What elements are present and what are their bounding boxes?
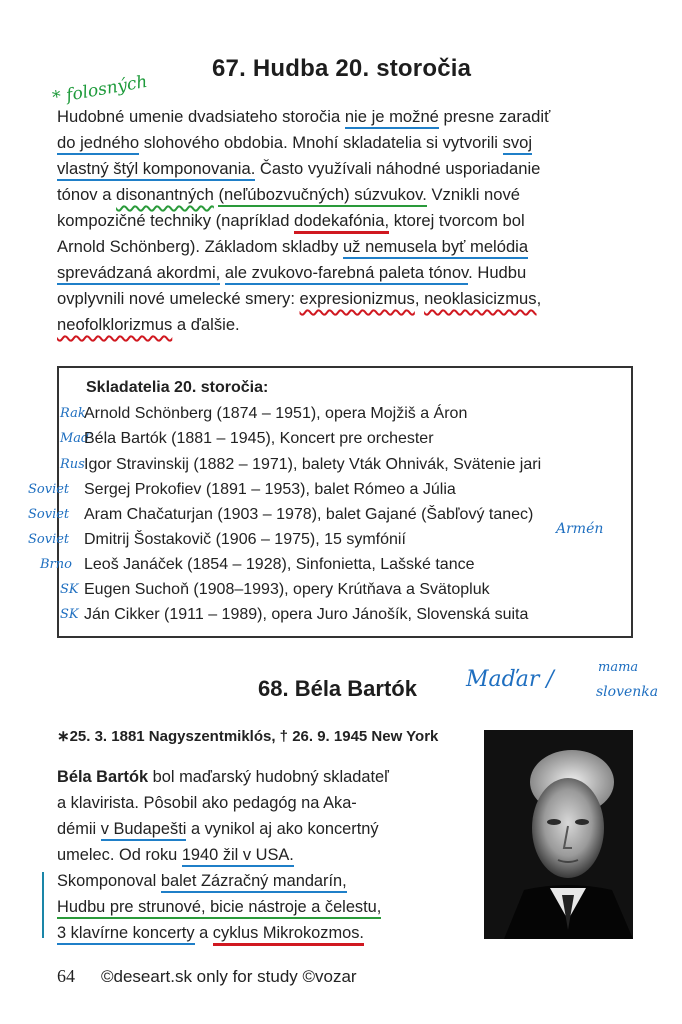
underlined-phrase: neoklasicizmus bbox=[424, 289, 537, 308]
composer-item: Aram Chačaturjan (1903 – 1978), balet Gajané (Šabľový tanec) bbox=[84, 506, 534, 523]
underlined-phrase: 3 klavírne koncerty bbox=[57, 924, 195, 945]
text: umelec. Od roku bbox=[57, 846, 182, 864]
text: kompozičné techniky (napríklad bbox=[57, 211, 295, 230]
underlined-phrase: neofolklorizmus bbox=[57, 315, 173, 334]
bio-line bbox=[57, 790, 437, 816]
margin-tag: Soviet bbox=[28, 482, 70, 497]
bio-line bbox=[57, 894, 437, 920]
text: . Hudbu bbox=[468, 263, 527, 282]
underlined-phrase: dodekafónia, bbox=[294, 211, 389, 234]
underlined-phrase: nie je možné bbox=[345, 107, 439, 129]
text: ovplyvnili nové umelecké smery: bbox=[57, 289, 300, 308]
page-footer bbox=[57, 966, 357, 987]
composer-item: Eugen Suchoň (1908–1993), opery Krútňava a Svätopluk bbox=[84, 581, 490, 598]
margin-tag: Rak bbox=[60, 406, 86, 421]
paragraph-line bbox=[57, 234, 639, 260]
text: Hudobné umenie dvadsiateho storočia bbox=[57, 107, 345, 126]
paragraph-line bbox=[57, 130, 639, 156]
paragraph-line bbox=[57, 104, 639, 130]
underlined-phrase: cyklus Mikrokozmos. bbox=[213, 924, 364, 946]
text: a vynikol aj ako koncertný bbox=[186, 820, 379, 838]
section-68-title: 68. Béla Bartók bbox=[258, 676, 417, 701]
underlined-phrase: (neľúbozvučných) súzvukov. bbox=[218, 185, 426, 207]
bio-line bbox=[57, 764, 437, 790]
margin-tag: SK bbox=[60, 582, 79, 597]
margin-tag: Brno bbox=[40, 557, 72, 572]
handwritten-note-folosnych: * folosných bbox=[50, 71, 149, 109]
underlined-phrase: expresionizmus bbox=[299, 289, 415, 308]
margin-tag: Rus bbox=[60, 457, 85, 472]
text: Skomponoval bbox=[57, 872, 161, 890]
text: a ďalšie. bbox=[172, 315, 240, 334]
margin-tag: SK bbox=[60, 607, 79, 622]
bio-line bbox=[57, 920, 437, 946]
paragraph-line bbox=[57, 208, 639, 234]
text: , bbox=[536, 289, 542, 308]
composers-box-title: Skladatelia 20. storočia: bbox=[86, 379, 269, 396]
underlined-phrase: ale zvukovo-farebná paleta tónov bbox=[225, 263, 468, 285]
bio-line bbox=[57, 816, 437, 842]
underlined-phrase: balet Zázračný mandarín, bbox=[161, 872, 347, 893]
margin-bar bbox=[42, 872, 44, 938]
text: a bbox=[194, 924, 213, 942]
text: démii bbox=[57, 820, 101, 838]
underlined-phrase: do jedného bbox=[57, 133, 139, 155]
margin-tag: Maď bbox=[60, 431, 90, 446]
text: ktorej tvorcom bol bbox=[389, 211, 525, 230]
underlined-phrase: 1940 žil v USA. bbox=[182, 846, 294, 867]
text: a klavirista. Pôsobil ako pedagóg na Aka- bbox=[57, 794, 357, 812]
margin-tag: Soviet bbox=[28, 507, 70, 522]
paragraph-line bbox=[57, 312, 639, 338]
paragraph-line bbox=[57, 182, 639, 208]
text: Arnold Schönberg). Základom skladby bbox=[57, 237, 343, 256]
composer-item: Béla Bartók (1881 – 1945), Koncert pre orchester bbox=[84, 430, 434, 447]
underlined-phrase: vlastný štýl komponovania. bbox=[57, 159, 255, 181]
underlined-phrase: svoj bbox=[503, 133, 533, 155]
underlined-phrase: sprevádzaná akordmi, bbox=[57, 263, 220, 285]
portrait-graphic bbox=[484, 730, 633, 939]
composer-item: Arnold Schönberg (1874 – 1951), opera Mojžiš a Áron bbox=[84, 405, 468, 422]
text: presne zaradiť bbox=[438, 107, 551, 126]
paragraph-line bbox=[57, 156, 639, 182]
handwritten-note-madar: Maďar / bbox=[466, 667, 554, 692]
composer-item: Dmitrij Šostakovič (1906 – 1975), 15 symfónií bbox=[84, 531, 406, 548]
bartok-portrait-photo bbox=[484, 730, 633, 939]
bio-line bbox=[57, 842, 437, 868]
paragraph-line bbox=[57, 260, 639, 286]
underlined-phrase: disonantných bbox=[116, 185, 214, 204]
birth-death-dates: ∗25. 3. 1881 Nagyszentmiklós, † 26. 9. 1945 New York bbox=[57, 728, 439, 745]
bold-name: Béla Bartók bbox=[57, 768, 149, 786]
bio-line bbox=[57, 868, 437, 894]
composer-item: Leoš Janáček (1854 – 1928), Sinfonietta, Lašské tance bbox=[84, 556, 475, 573]
composer-item: Ján Cikker (1911 – 1989), opera Juro Jánošík, Slovenská suita bbox=[84, 606, 529, 623]
underlined-phrase: v Budapešti bbox=[101, 820, 187, 841]
text: slohového obdobia. Mnohí skladatelia si vytvorili bbox=[139, 133, 503, 152]
text: bol maďarský hudobný skladateľ bbox=[148, 768, 389, 786]
margin-tag: Soviet bbox=[28, 532, 70, 547]
handwritten-note-armen: Armén bbox=[556, 521, 604, 537]
page-number: 64 bbox=[57, 966, 75, 986]
text: tónov a bbox=[57, 185, 117, 204]
handwritten-note-mama: mama bbox=[598, 660, 639, 675]
section-67-title: 67. Hudba 20. storočia bbox=[212, 55, 472, 82]
bartok-biography bbox=[57, 764, 437, 946]
paragraph-line bbox=[57, 286, 639, 312]
underlined-phrase: už nemusela byť melódia bbox=[343, 237, 528, 259]
section-67-paragraph bbox=[57, 104, 639, 338]
text: , bbox=[414, 289, 425, 308]
text: Často využívali náhodné usporiadanie bbox=[255, 159, 541, 178]
handwritten-note-slovenka: slovenka bbox=[596, 684, 659, 700]
underlined-phrase: Hudbu pre strunové, bicie nástroje a čelestu, bbox=[57, 898, 381, 919]
composer-item: Sergej Prokofiev (1891 – 1953), balet Rómeo a Júlia bbox=[84, 481, 456, 498]
text: Vznikli nové bbox=[426, 185, 520, 204]
composer-item: Igor Stravinskij (1882 – 1971), balety Vták Ohnivák, Svätenie jari bbox=[84, 456, 542, 473]
copyright-text: ©deseart.sk only for study ©vozar bbox=[101, 967, 357, 986]
